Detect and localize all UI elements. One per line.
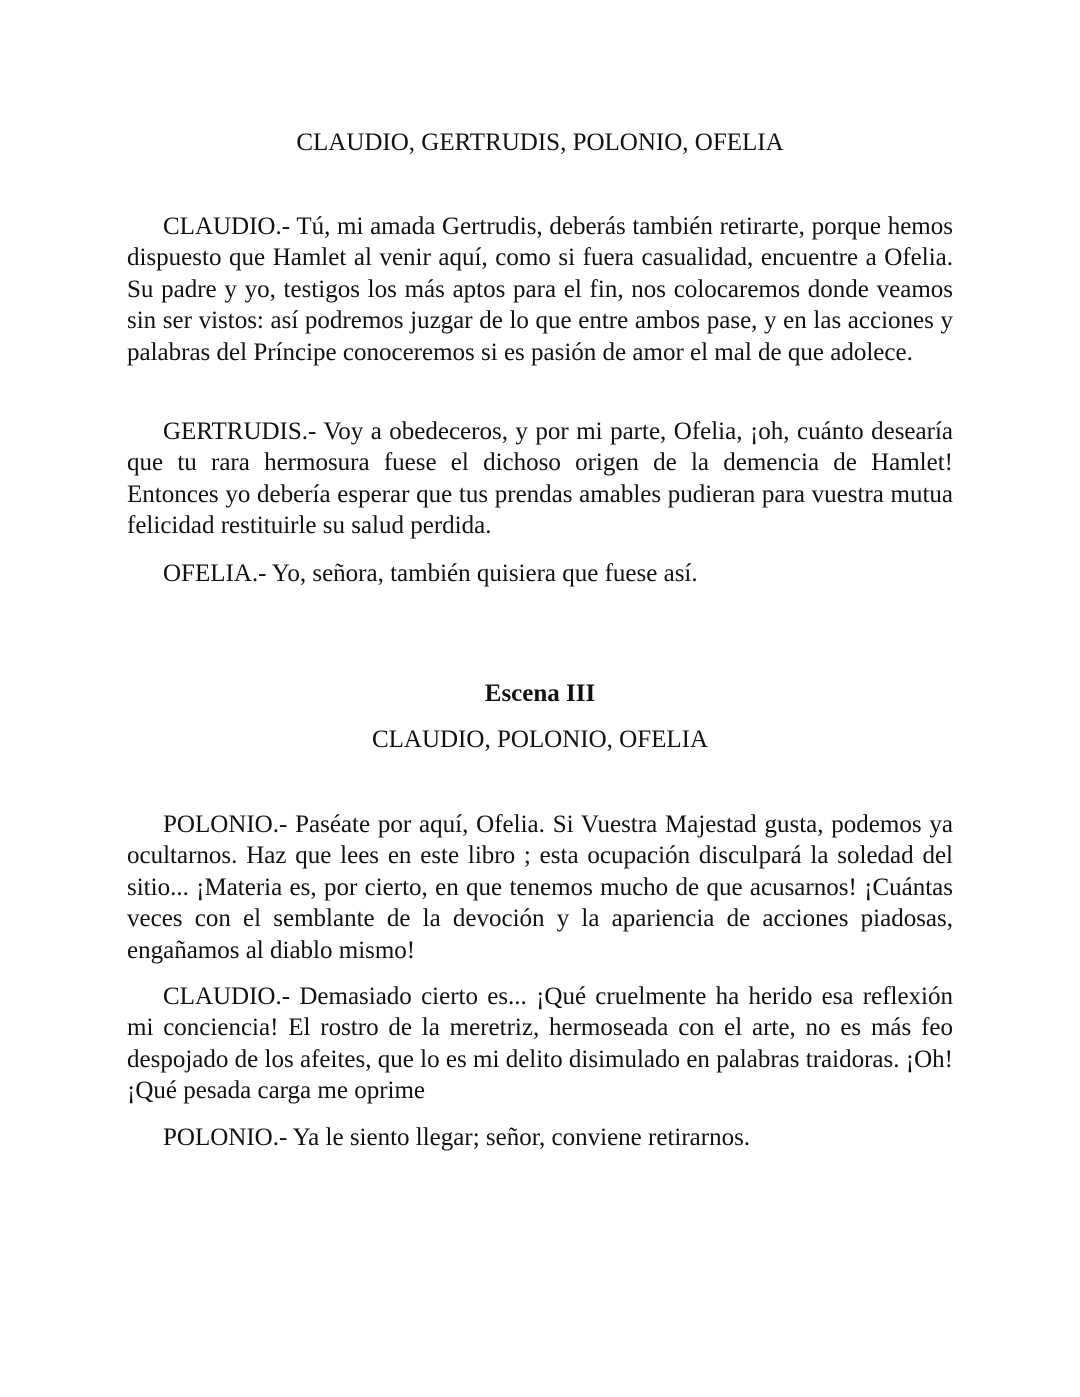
scene-characters-list: CLAUDIO, POLONIO, OFELIA: [371, 726, 709, 753]
speech-text: Voy a obedeceros, y por mi parte, Ofelia, ¡oh, cuánto desearía que tu rara hermosura fuese el dichoso origen de la demencia de Hamlet! Entonces yo debería esperar que tus prendas amables pudieran para vuestra mutua felicidad restituirle su salud perdida.: [127, 418, 953, 540]
speech-ofelia: [127, 558, 953, 589]
speaker-name: CLAUDIO.-: [163, 213, 291, 240]
speech-text: Paséate por aquí, Ofelia. Si Vuestra Majestad gusta, podemos ya ocultarnos. Haz que lees en este libro ; esta ocupación disculpará la soledad del sitio... ¡Materia es, por cierto, en que tenemos mucho de que acusarnos! ¡Cuántas veces con el semblante de la devoción y la apariencia de acciones piadosas, engañamos al diablo mismo!: [127, 811, 953, 964]
speech-text: Tú, mi amada Gertrudis, deberás también retirarte, porque hemos dispuesto que Hamlet al venir aquí, como si fuera casualidad, encuentre a Ofelia. Su padre y yo, testigos los más aptos para el fin, nos colocaremos donde veamos sin ser vistos: así podremos juzgar de lo que entre ambos pase, y en las acciones y palabras del Príncipe conoceremos si es pasión de amor el mal de que adolece.: [127, 213, 953, 366]
speech-text: Ya le siento llegar; señor, conviene retirarnos.: [292, 1124, 751, 1151]
speech-polonio-1: [127, 809, 953, 966]
speech-claudio-2: [127, 981, 953, 1107]
scene-characters-list: CLAUDIO, GERTRUDIS, POLONIO, OFELIA: [296, 129, 784, 156]
speaker-name: CLAUDIO.-: [163, 983, 291, 1010]
speech-text: Yo, señora, también quisiera que fuese así.: [271, 560, 698, 587]
speech-gertrudis: [127, 416, 953, 542]
scene-title: Escena III: [484, 680, 596, 707]
speaker-name: POLONIO.-: [163, 811, 288, 838]
speaker-name: GERTRUDIS.-: [163, 418, 317, 445]
speech-claudio-1: [127, 211, 953, 368]
speech-polonio-2: [127, 1122, 953, 1153]
speaker-name: POLONIO.-: [163, 1124, 288, 1151]
speaker-name: OFELIA.-: [163, 560, 267, 587]
speech-text: Demasiado cierto es... ¡Qué cruelmente ha herido esa reflexión mi conciencia! El rostro de la meretriz, hermoseada con el arte, no es más feo despojado de los afeites, que lo es mi delito disimulado en palabras traidoras. ¡Oh! ¡Qué pesada carga me oprime: [127, 983, 954, 1105]
